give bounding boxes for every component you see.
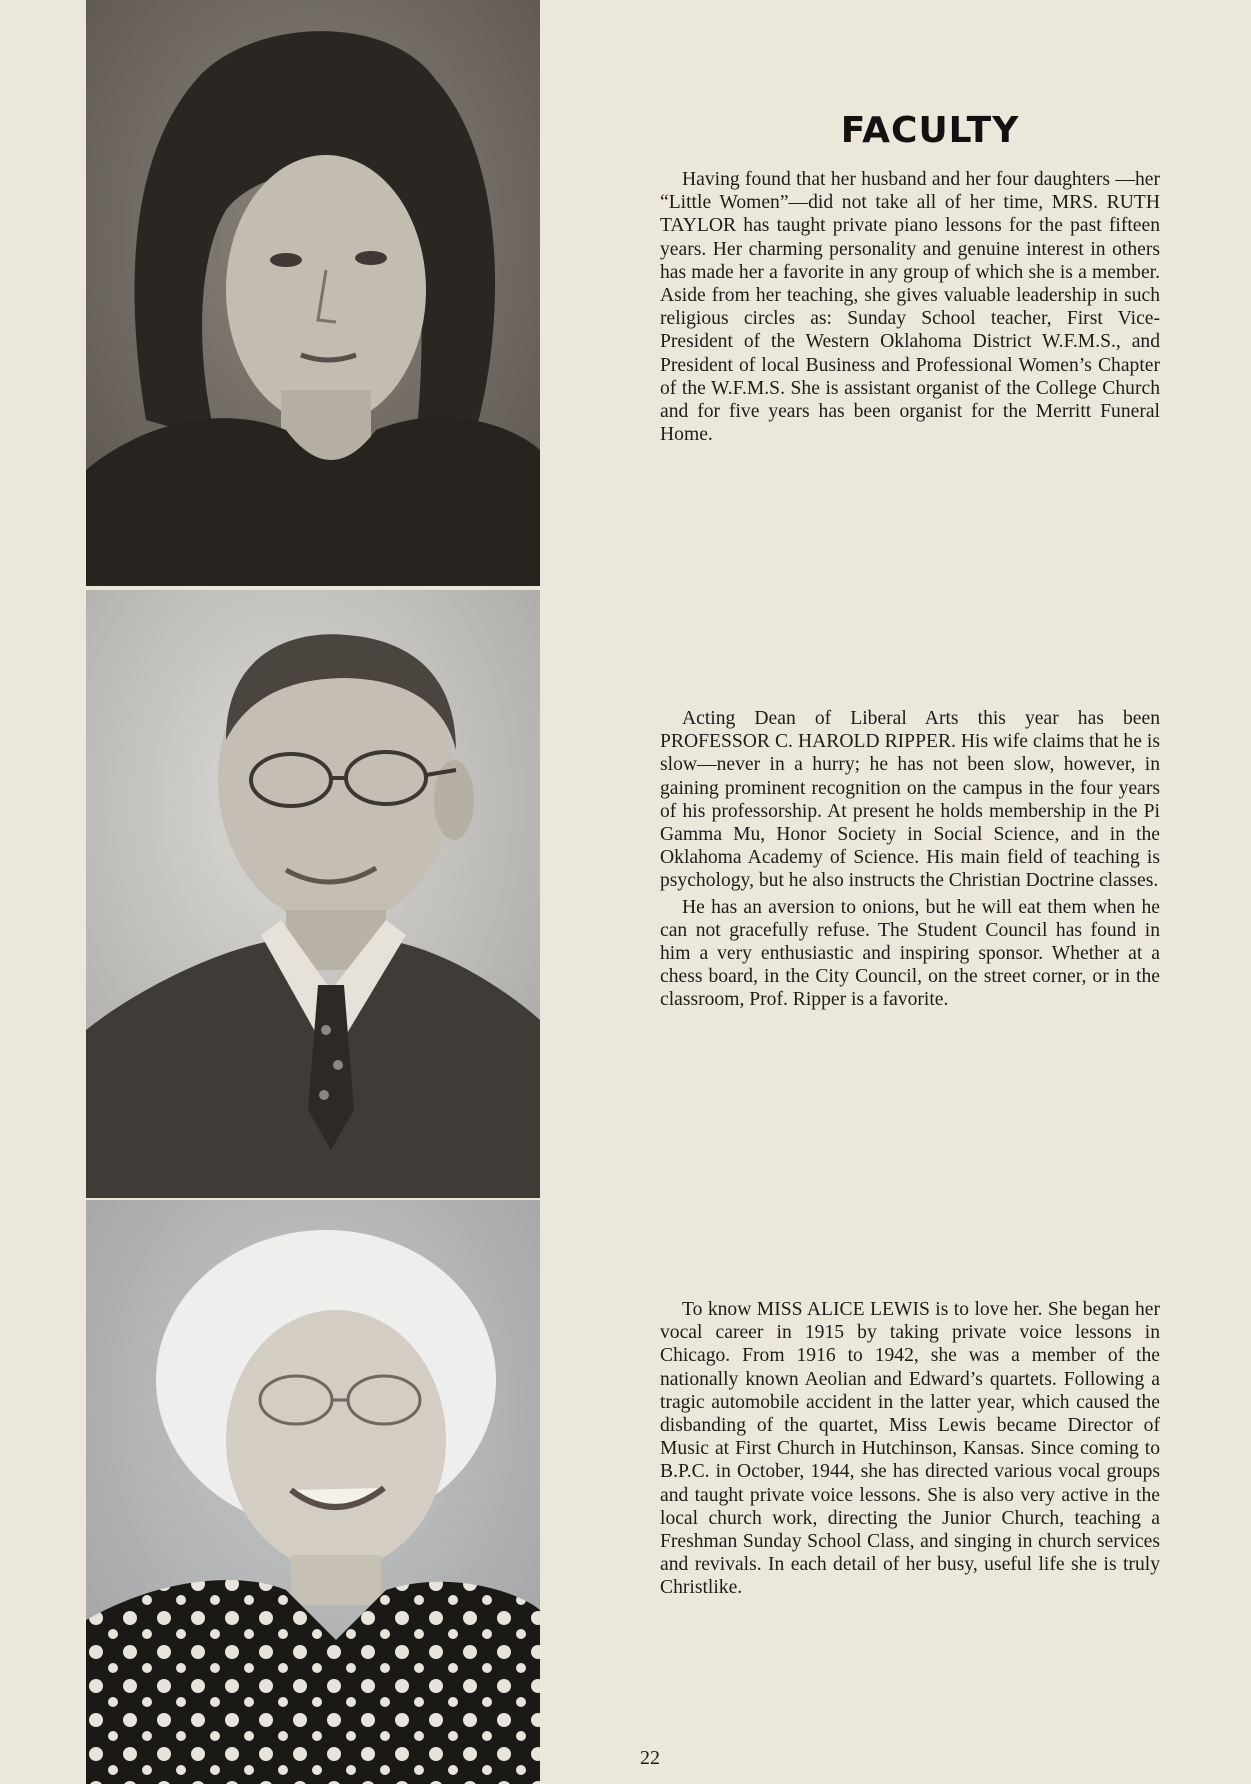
bio-ruth-taylor — [660, 168, 1160, 446]
portrait-image — [86, 590, 540, 1198]
page-title: FACULTY — [840, 110, 1020, 151]
portrait-photo-alice-lewis — [86, 1200, 540, 1784]
bio-paragraph: He has an aversion to onions, but he will eat them when he can not gracefully refuse. The Student Council has found in him a very enthusiastic and inspiring sponsor. Whether at a chess board, in the City Council, on the street corner, or in the classroom, Prof. Ripper is a favorite. — [660, 896, 1160, 1011]
bio-harold-ripper — [660, 707, 1160, 1012]
photo-column — [86, 0, 540, 1784]
portrait-image — [86, 0, 540, 586]
bio-paragraph: To know MISS ALICE LEWIS is to love her. She began her vocal career in 1915 by taking private voice lessons in Chicago. From 1916 to 1942, she was a member of the nationally known Aeolian and Edward’s quartets. Following a tragic automobile accident in the latter year, which caused the disbanding of the quartet, Miss Lewis became Director of Music at First Church in Hutchinson, Kansas. Since coming to B.P.C. in October, 1944, she has directed various vocal groups and taught private voice lessons. She is also very active in the local church work, directing the Junior Church, teaching a Freshman Sunday School Class, and singing in church services and revivals. In each detail of her busy, useful life she is truly Christlike. — [660, 1299, 1160, 1599]
portrait-photo-harold-ripper — [86, 590, 540, 1198]
bio-paragraph: Acting Dean of Liberal Arts this year has been PROFESSOR C. HAROLD RIPPER. His wife claims that he is slow—never in a hurry; he has not been slow, however, in gaining prominent recognition on the campus in the four years of his professorship. At present he holds membership in the Pi Gamma Mu, Honor Society in Social Science, and in the Oklahoma Academy of Science. His main field of teaching is psychology, but he also instructs the Christian Doctrine classes. — [660, 708, 1160, 892]
page-number: 22 — [640, 1747, 660, 1769]
portrait-photo-ruth-taylor — [86, 0, 540, 586]
portrait-image — [86, 1200, 540, 1784]
bio-paragraph: Having found that her husband and her four daughters —her “Little Women”—did not take all of her time, MRS. RUTH TAYLOR has taught private piano lessons for the past fifteen years. Her charming personality and genuine interest in others has made her a favorite in any group of which she is a member. Aside from her teaching, she gives valuable leadership in such religious circles as: Sunday School teacher, First Vice-President of the Western Oklahoma District W.F.M.S., and President of local Business and Professional Women’s Chapter of the W.F.M.S. She is assistant organist of the College Church and for five years has been organist for the Merritt Funeral Home. — [660, 169, 1160, 446]
bio-alice-lewis — [660, 1298, 1160, 1600]
